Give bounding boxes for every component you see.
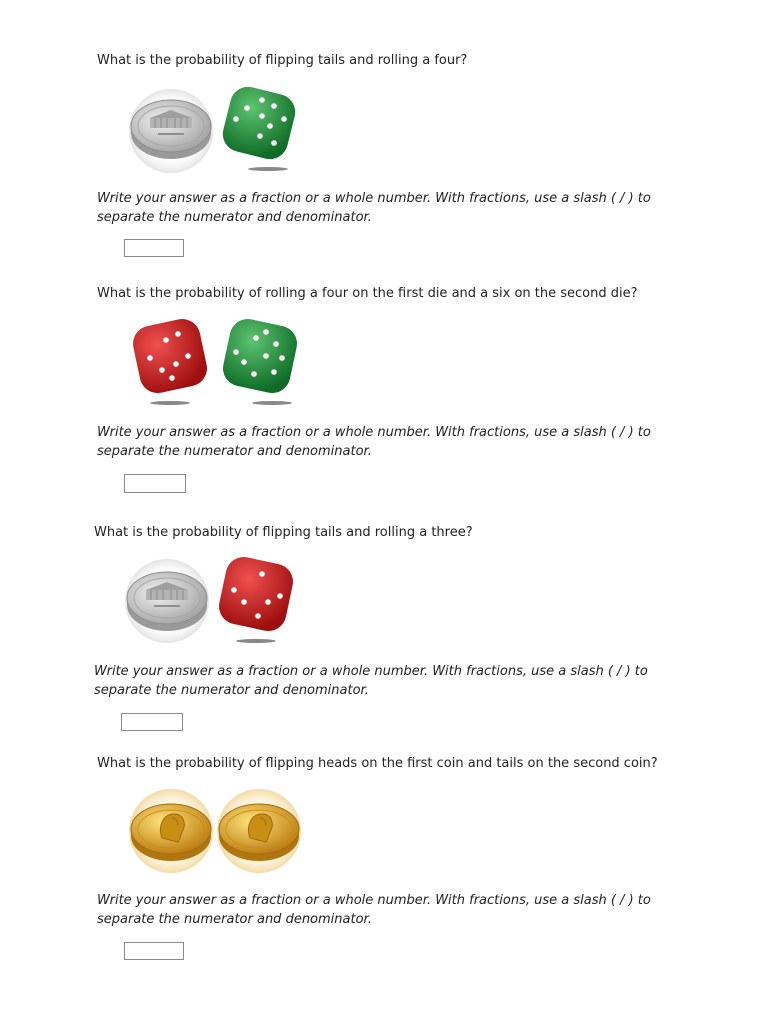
question-3-text: What is the probability of flipping tails and rolling a three? — [94, 525, 473, 540]
red-die-icon — [132, 318, 210, 408]
penny-heads-icon — [128, 788, 214, 874]
instructions-line-2: separate the numerator and denominator. — [97, 912, 372, 927]
answer-input-3[interactable] — [121, 713, 183, 731]
question-4-text: What is the probability of flipping heads on the first coin and tails on the second coin? — [97, 756, 658, 771]
red-die-icon — [218, 556, 296, 646]
green-die-icon — [222, 318, 300, 408]
instructions — [97, 891, 651, 929]
instructions — [97, 189, 651, 227]
answer-input-2[interactable] — [124, 474, 186, 493]
instructions-line-2: separate the numerator and denominator. — [94, 683, 369, 698]
instructions-line-1: Write your answer as a fraction or a whole number. With fractions, use a slash ( / ) to — [94, 664, 648, 679]
question-2-text: What is the probability of rolling a four on the first die and a six on the second die? — [97, 286, 638, 301]
instructions — [97, 423, 651, 461]
instructions-line-1: Write your answer as a fraction or a whole number. With fractions, use a slash ( / ) to — [97, 425, 651, 440]
instructions-line-2: separate the numerator and denominator. — [97, 210, 372, 225]
question-1-text: What is the probability of flipping tails and rolling a four? — [97, 53, 468, 68]
penny-heads-icon — [216, 788, 302, 874]
instructions — [94, 662, 648, 700]
nickel-tails-icon — [128, 88, 214, 174]
instructions-line-1: Write your answer as a fraction or a whole number. With fractions, use a slash ( / ) to — [97, 191, 651, 206]
nickel-tails-icon — [124, 558, 210, 644]
answer-input-1[interactable] — [124, 239, 184, 257]
answer-input-4[interactable] — [124, 942, 184, 960]
green-die-icon — [222, 86, 298, 174]
instructions-line-2: separate the numerator and denominator. — [97, 444, 372, 459]
instructions-line-1: Write your answer as a fraction or a whole number. With fractions, use a slash ( / ) to — [97, 893, 651, 908]
